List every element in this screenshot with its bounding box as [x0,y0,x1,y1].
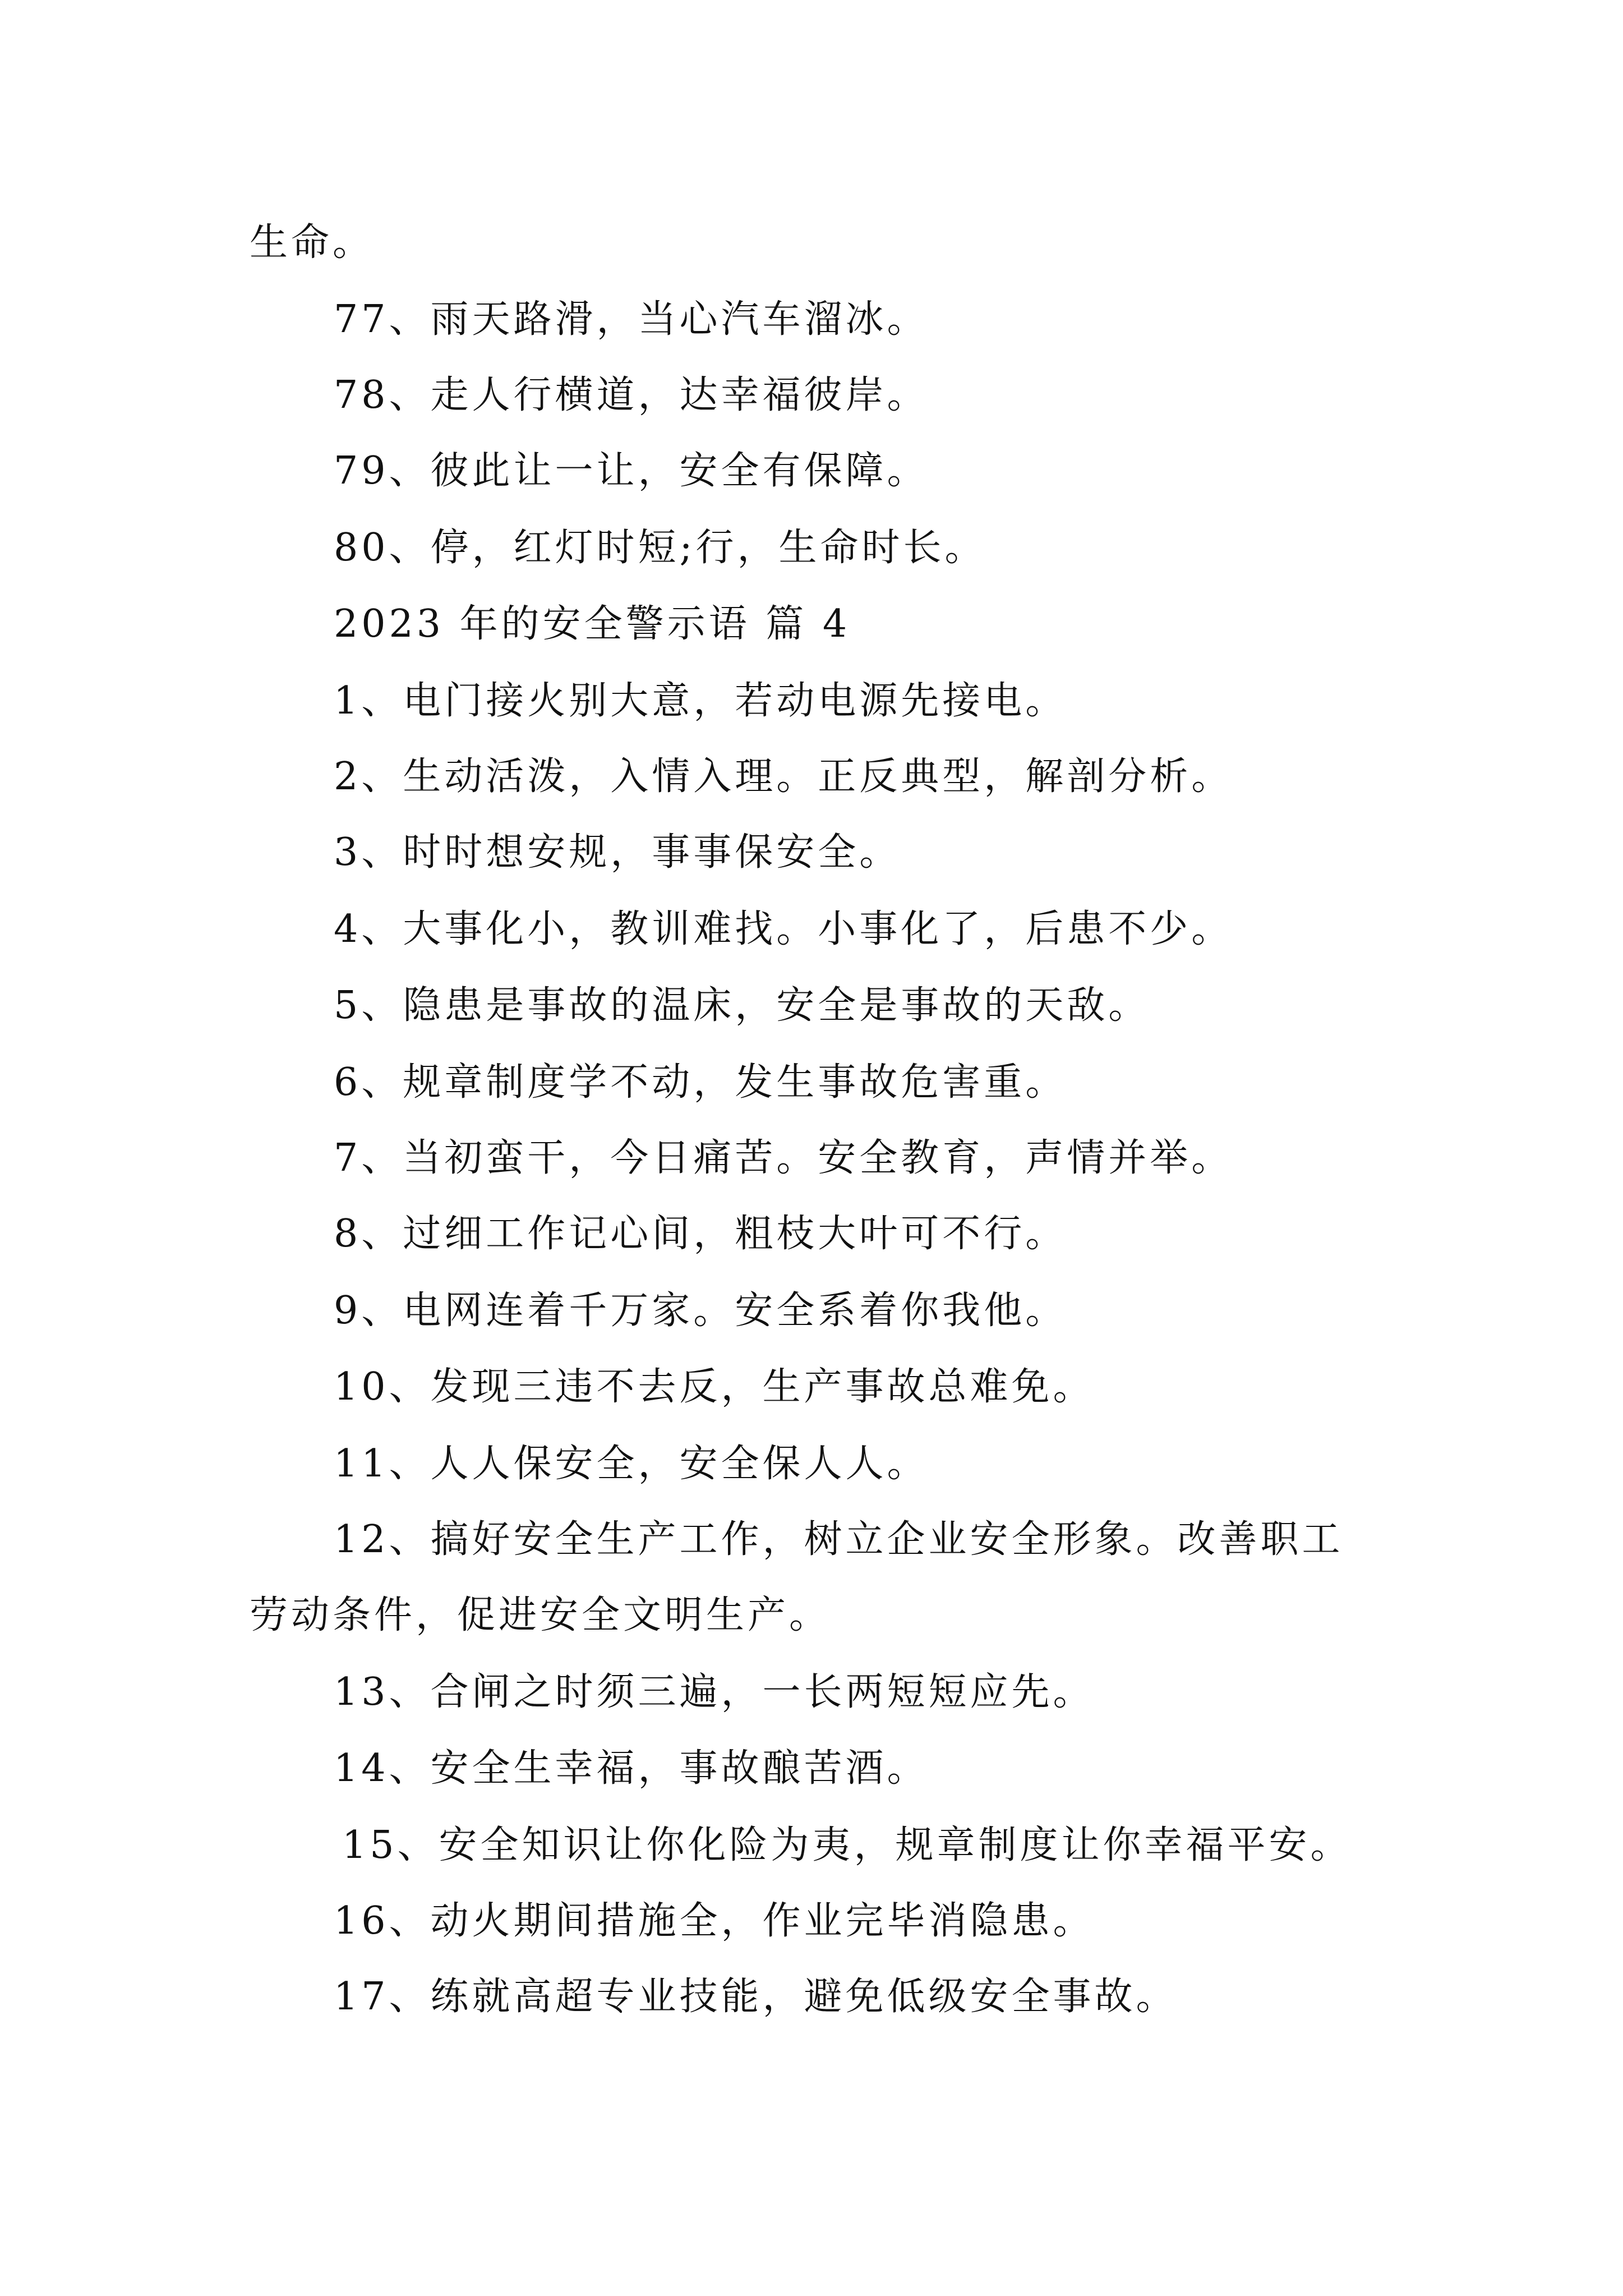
list-item: 13、合闸之时须三遍，一长两短短应先。 [334,1670,1095,1714]
list-item: 17、练就高超专业技能，避免低级安全事故。 [334,1975,1178,2019]
list-item: 77、雨天路滑，当心汽车溜冰。 [334,297,929,342]
list-item: 12、搞好安全生产工作，树立企业安全形象。改善职工 [334,1517,1344,1562]
list-item: 10、发现三违不去反，生产事故总难免。 [334,1365,1095,1409]
section-heading: 2023 年的安全警示语 篇 4 [334,602,851,646]
list-item: 15、安全知识让你化险为夷，规章制度让你幸福平安。 [342,1823,1352,1867]
list-item: 2、生动活泼，入情入理。正反典型，解剖分析。 [334,754,1233,799]
list-item-continuation: 劳动条件，促进安全文明生产。 [250,1593,831,1637]
list-item: 6、规章制度学不动，发生事故危害重。 [334,1060,1067,1105]
list-item: 9、电网连着千万家。安全系着你我他。 [334,1289,1067,1333]
list-item: 8、过细工作记心间，粗枝大叶可不行。 [334,1212,1067,1256]
list-item: 3、时时想安规，事事保安全。 [334,830,901,875]
list-item: 78、走人行横道，达幸福彼岸。 [334,373,929,417]
list-item: 5、隐患是事故的温床，安全是事故的天敌。 [334,983,1150,1028]
text-line: 生命。 [250,220,375,265]
list-item: 80、停，红灯时短;行，生命时长。 [334,526,986,570]
list-item: 79、彼此让一让，安全有保障。 [334,449,929,493]
list-item: 1、电门接火别大意，若动电源先接电。 [334,679,1067,723]
list-item: 4、大事化小，教训难找。小事化了，后患不少。 [334,907,1233,951]
list-item: 14、安全生幸福，事故酿苦酒。 [334,1746,929,1791]
list-item: 7、当初蛮干，今日痛苦。安全教育，声情并举。 [334,1136,1233,1180]
list-item: 11、人人保安全，安全保人人。 [334,1442,929,1486]
list-item: 16、动火期间措施全，作业完毕消隐患。 [334,1899,1095,1943]
